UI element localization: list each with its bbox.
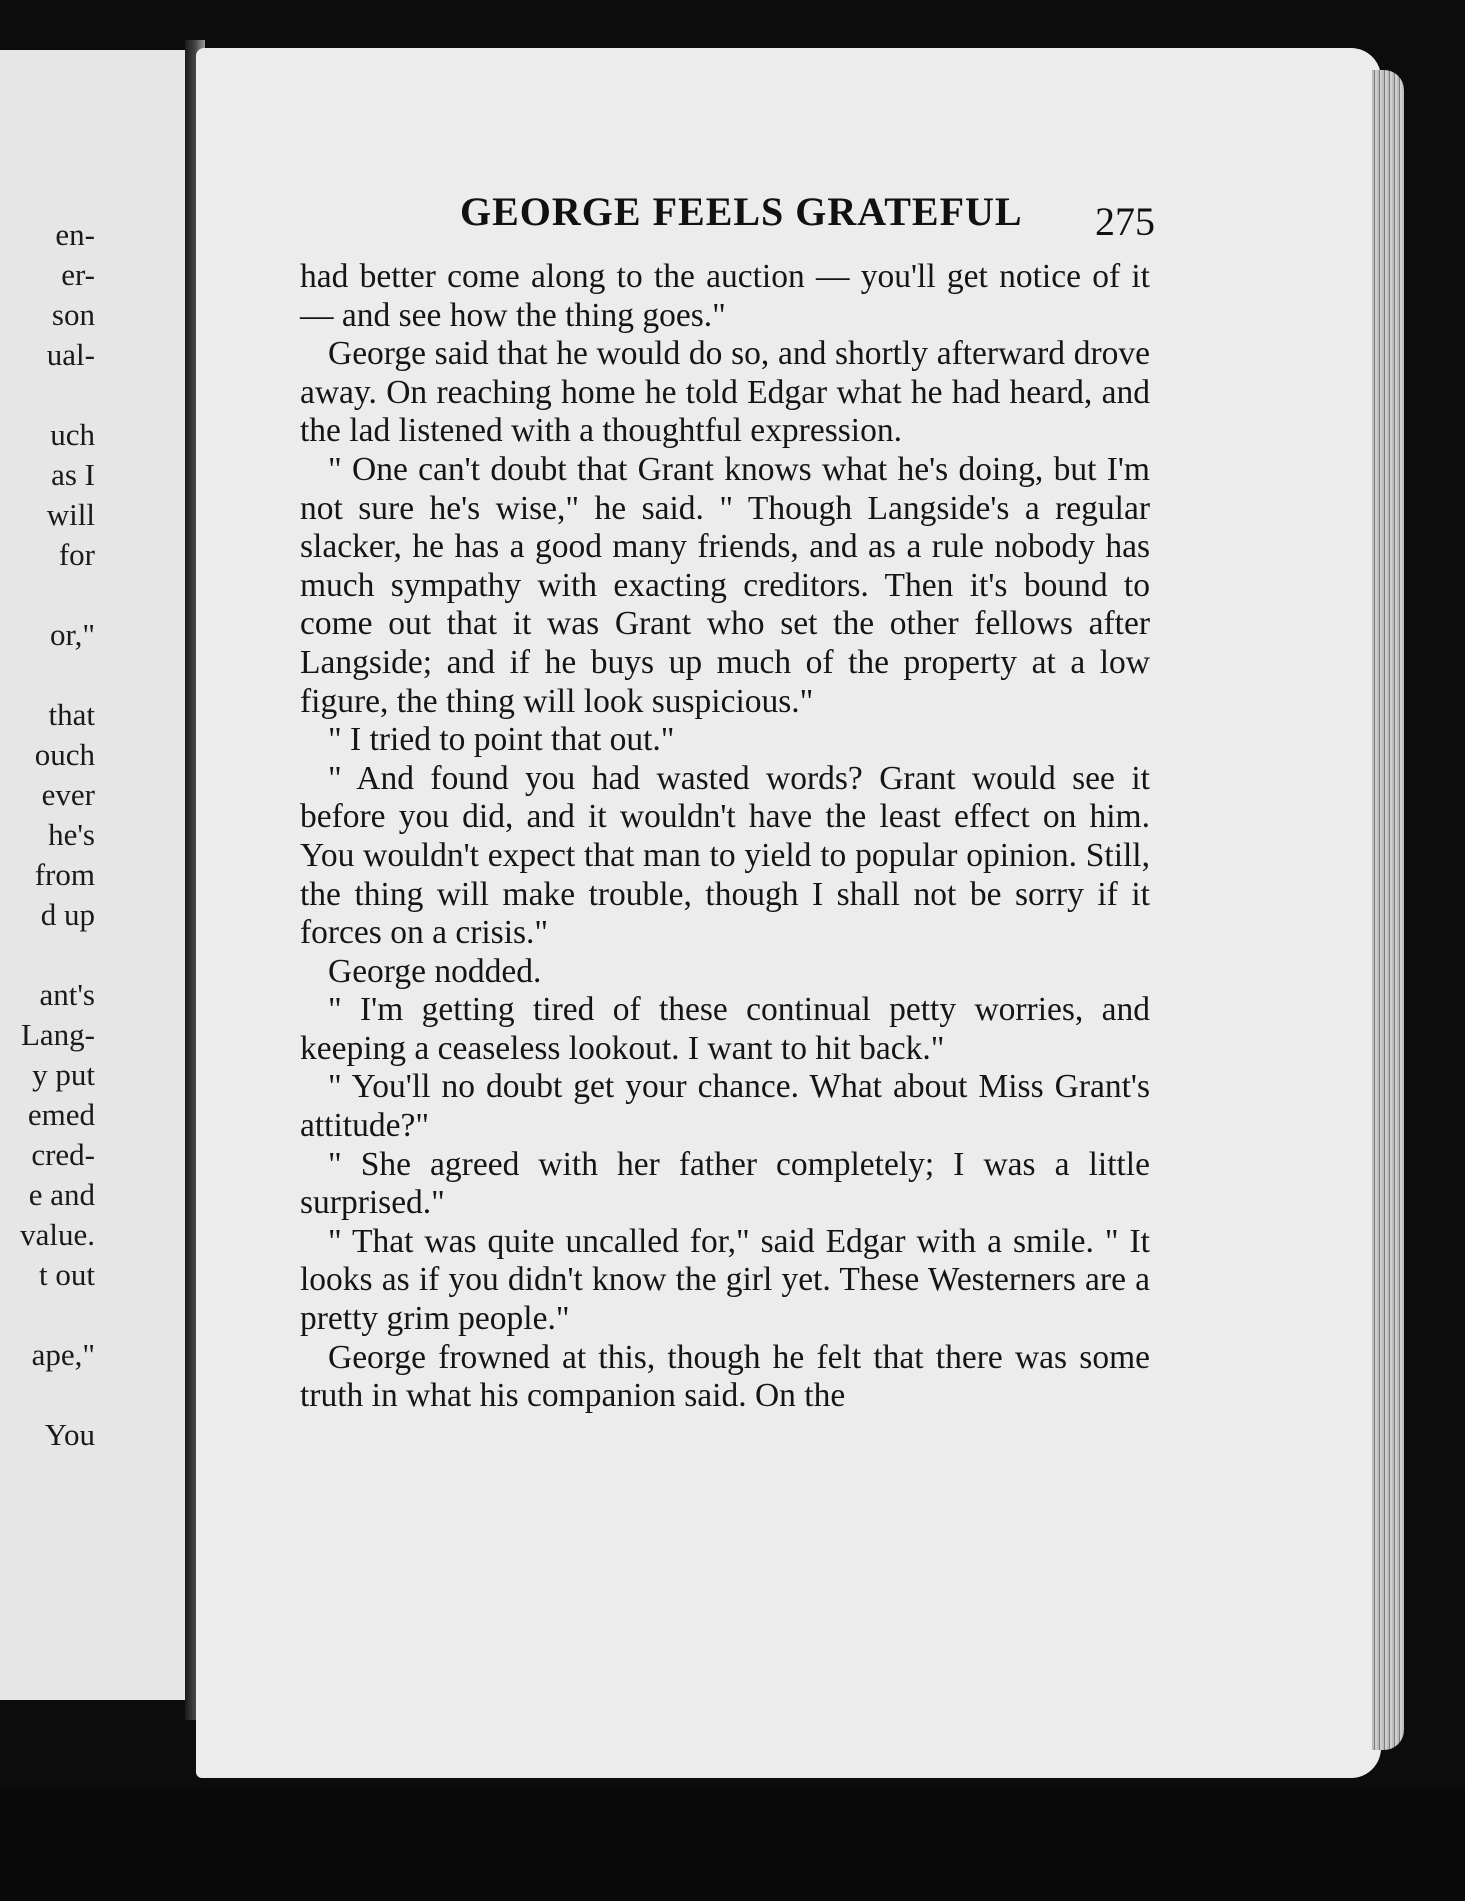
paragraph: " I tried to point that out." (328, 721, 675, 759)
paragraph: George said that he would do so, and shortly afterward drove away. On reaching home he told Edgar what he had heard, and the lad listened with a thoughtful expression. (300, 335, 1150, 450)
left-page-line-fragment: e and (28, 1177, 95, 1212)
left-page-line-fragment: d up (40, 897, 95, 932)
left-page-line-fragment: ever (41, 777, 95, 812)
scan-background (0, 1790, 1465, 1901)
paragraph: George nodded. (328, 952, 542, 990)
left-page-line-fragment: son (51, 297, 95, 332)
left-page-line-fragment: You (44, 1417, 95, 1452)
left-page-line-fragment: ouch (34, 737, 95, 772)
left-page-line-fragment: or," (50, 617, 95, 652)
left-page-line-fragment: er- (61, 257, 95, 292)
left-page-line-fragment: that (48, 697, 95, 732)
left-page-line-fragment: as I (51, 457, 95, 492)
left-page-line-fragment: emed (27, 1097, 95, 1132)
left-page-line-fragment: for (58, 537, 95, 572)
left-page-line-fragment: ual- (46, 337, 95, 372)
page-edges (1372, 70, 1404, 1750)
left-page (0, 50, 196, 1700)
paragraph: " And found you had wasted words? Grant would see it before you did, and it wouldn't have the least effect on him. You wouldn't expect that man to yield to popular opinion. Still, the thing will make trouble, though I shall not be sorry if it forces on a crisis." (300, 759, 1150, 952)
left-page-line-fragment: he's (48, 817, 95, 852)
left-page-line-fragment: from (34, 857, 95, 892)
left-page-line-fragment: en- (55, 217, 95, 252)
page-number: 275 (1095, 199, 1155, 244)
paragraph: " I'm getting tired of these continual petty worries, and keeping a ceaseless lookout. I want to hit back." (300, 991, 1150, 1067)
left-page-line-fragment: ant's (39, 977, 95, 1012)
body-text (300, 258, 1150, 1416)
left-page-line-fragment: cred- (31, 1137, 95, 1172)
left-page-line-fragment: Lang- (20, 1017, 95, 1052)
paragraph: " That was quite uncalled for," said Edgar with a smile. " It looks as if you didn't know the girl yet. These Westerners are a pretty grim people." (300, 1222, 1150, 1338)
left-page-line-fragment: y put (32, 1057, 95, 1092)
left-page-line-fragment: ape," (31, 1337, 95, 1372)
paragraph: " One can't doubt that Grant knows what he's doing, but I'm not sure he's wise," he said. " Though Langside's a regular slacker, he has a good many friends, and as a rule nobody has much sympathy with exacting creditors. Then it's bound to come out that it was Grant who set the other fellows after Langside; and if he buys up much of the property at a low figure, the thing will look suspicious." (300, 450, 1150, 720)
paragraph: " You'll no doubt get your chance. What about Miss Grant's attitude?" (300, 1068, 1150, 1145)
paragraph: had better come along to the auction — you'll get notice of it — and see how the thing goes." (300, 258, 1150, 334)
paragraph: George frowned at this, though he felt that there was some truth in what his companion said. On the (300, 1338, 1150, 1415)
paragraph: " She agreed with her father completely; I was a little surprised." (300, 1145, 1150, 1222)
left-page-line-fragment: t out (39, 1257, 95, 1292)
running-head: GEORGE FEELS GRATEFUL (460, 189, 1023, 234)
left-page-line-fragment: value. (20, 1217, 95, 1252)
left-page-line-fragment: will (46, 497, 95, 532)
left-page-line-fragment: uch (50, 417, 95, 452)
